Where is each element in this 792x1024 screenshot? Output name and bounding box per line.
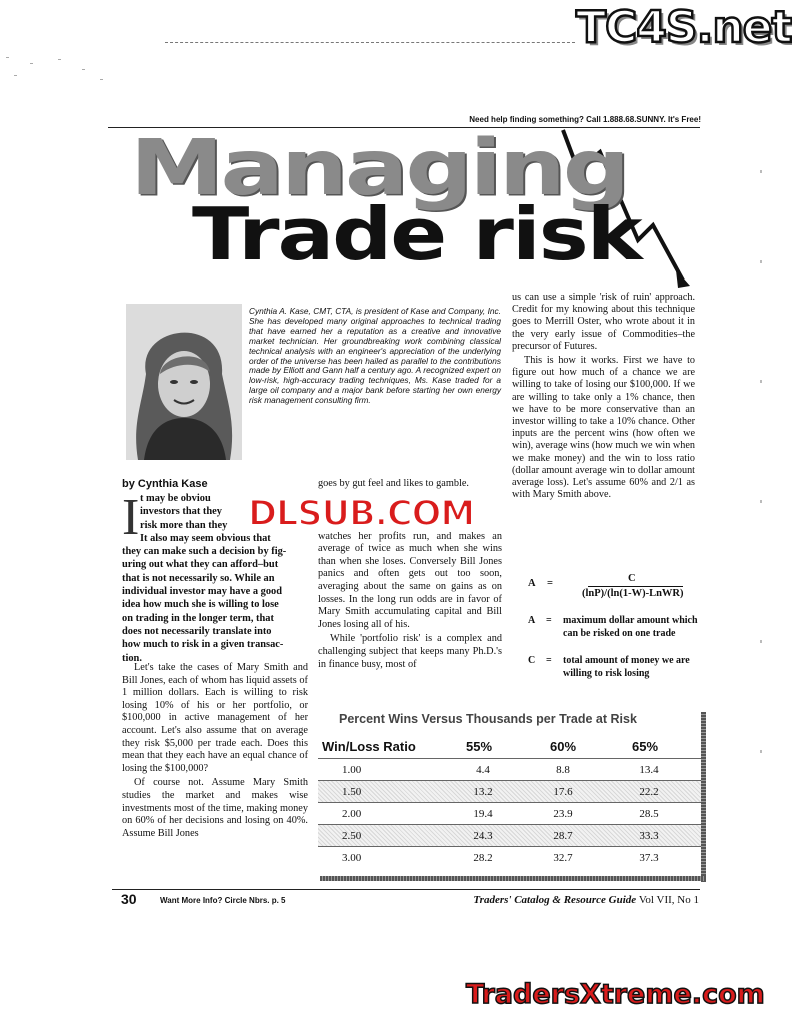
magazine-volume: Vol VII, No 1 [638,894,699,906]
table-cell: 28.7 [553,830,573,842]
definition-text: total amount of money we are willing to risk losing [563,655,690,679]
definition-equals: = [546,655,552,666]
table-header-cell: Win/Loss Ratio [322,739,416,754]
table-cell: 2.50 [342,830,362,842]
table-cell: 23.9 [553,808,573,820]
article-column-1 [122,662,308,842]
scan-dash-line [165,42,575,43]
lead-line: they can make such a decision by fig- [122,546,287,558]
title-line-2: Trade risk [192,191,641,277]
table-cell: 19.4 [473,808,493,820]
table-cell: 33.3 [639,830,659,842]
lead-line: how much to risk in a given transac- [122,639,284,651]
table-row [318,846,701,868]
table-cell: 3.00 [342,852,362,864]
lead-line: idea how much she is willing to lose [122,599,279,611]
table-cell: 1.50 [342,786,362,798]
table-cell: 1.00 [342,764,362,776]
footer-rule [112,889,700,890]
definition-variable: C [528,655,536,666]
author-photo [126,304,242,460]
table-cell: 13.2 [473,786,493,798]
article-column-3 [512,292,695,503]
paragraph: us can use a simple 'risk of ruin' approach. Credit for my knowing about this technique goes to Merrill Oster, who wrote about it in the very early issue of Commodities–the precursor of Futures. [512,292,695,352]
lead-line: on trading in the longer term, that [122,612,274,624]
definition-text: maximum dollar amount which can be risked on one trade [563,615,698,639]
lead-line: It also may seem obvious that [140,532,271,544]
table-cell: 4.4 [476,764,490,776]
header-help-line: Need help finding something? Call 1.888.68.SUNNY. It's Free! [469,115,701,124]
table-header-cell: 60% [550,739,577,754]
byline: by Cynthia Kase [122,478,208,490]
lead-line: risk more than they [140,519,228,531]
paragraph: Of course not. Assume Mary Smith studies the market and makes wise investments most of the time, making money on 60% of her decisions and losing on 40%. Assume Bill Jones [122,777,308,839]
formula-equals: = [547,578,553,589]
table-cell: 22.2 [639,786,659,798]
table-header-cell: 55% [466,739,493,754]
table-cell: 13.4 [639,764,659,776]
paragraph-first-line: goes by gut feel and likes to gamble. [318,478,469,489]
table-cell: 32.7 [553,852,573,864]
definition-variable: A [528,615,536,626]
table-cell: 8.8 [556,764,570,776]
table-cell: 28.5 [639,808,659,820]
magazine-name: Traders' Catalog & Resource Guide [473,894,637,906]
table-header-row [318,736,701,758]
table-row [318,802,701,824]
table-cell: 37.3 [639,852,659,864]
paragraph: watches her profits run, and makes an average of twice as much when she wins than when she loses. Conversely Bill Jones panics and often gets out too soon, averaging about the same on gains as on losses. In the long run odds are in favor of Mary Smith accumulating capital and Bill Jones losing all of his. [318,530,502,630]
watermark-top-logo: TC4S.net [576,2,792,53]
table-cell: 28.2 [473,852,493,864]
lead-line: does not necessarily translate into [122,625,272,637]
scan-specks [0,55,120,85]
table-cell: 24.3 [473,830,493,842]
page-number: 30 [121,891,137,907]
scan-edge-specks [760,170,764,770]
paragraph: While 'portfolio risk' is a complex and challenging subject that keeps many Ph.D.'s in finance busy, most of [318,633,502,670]
footer-circle-note: Want More Info? Circle Nbrs. p. 5 [160,896,286,905]
paragraph: Let's take the cases of Mary Smith and Bill Jones, each of whom has liquid assets of 1 million dollars. Each is willing to risk losing 10% of his or her portfolio, or $100,000 in active management of her account. Let's also assume that on average they risk $5,000 per trade each. Does this mean that they each have an equal chance of losing the $100,000? [122,662,308,774]
watermark-middle-logo: DLSUB.COM [248,494,475,534]
watermark-bottom-logo: TradersXtreme.com [466,979,765,1010]
lead-line: tion. [122,652,142,664]
formula-numerator: C [628,573,636,584]
table-body [318,758,701,868]
drop-cap: I [122,489,140,546]
table-cell: 2.00 [342,808,362,820]
definition-equals: = [546,615,552,626]
table-row [318,824,701,846]
table-cell: 17.6 [553,786,573,798]
lead-line: that is not necessarily so. While an [122,572,275,584]
paragraph: This is how it works. First we have to figure out how much of a chance we are willing to take of losing our $100,000. If we are willing to take only a 1% chance, then we have to be more conservative than an investor willing to take a 10% chance. Other inputs are the percent wins (how often we win), average wins (how much we win when we make money) and the win to loss ratio (dollar amount average win to dollar amount average loss). Let's assume 60% and 2/1 as with Mary Smith above. [512,355,695,501]
table-header-cell: 65% [632,739,659,754]
lead-line: uring out what they can afford–but [122,559,279,571]
author-bio: Cynthia A. Kase, CMT, CTA, is president of Kase and Company, Inc. She has developed many original approaches to technical trading that have earned her a reputation as a creative and innovative market technician. Her groundbreaking work combining classical technical analysis with an engineer's appreciation of the underlying order of the universe has been hailed as parallel to the contributions made by Elliott and Gann half a century ago. A recognized expert on low-risk, high-accuracy trading techniques, Ms. Kase traded for a large oil company and a major bank before starting her own energy risk management consulting firm. [249,306,501,406]
article-title [108,123,708,305]
risk-table [318,712,705,879]
lead-line: individual investor may have a good [122,586,283,598]
table-row [318,780,701,802]
title-line-1: Managing [130,123,628,213]
formula-fraction-bar [588,586,683,587]
formula-denominator: (lnP)/(ln(1-W)-LnWR) [582,588,684,599]
table-title: Percent Wins Versus Thousands per Trade at Risk [339,712,637,726]
lead-line: investors that they [140,506,222,518]
footer-magazine-title [473,894,699,906]
formula-lhs: A [528,578,536,589]
table-row [318,758,701,780]
lead-line: t may be obviou [140,493,211,504]
